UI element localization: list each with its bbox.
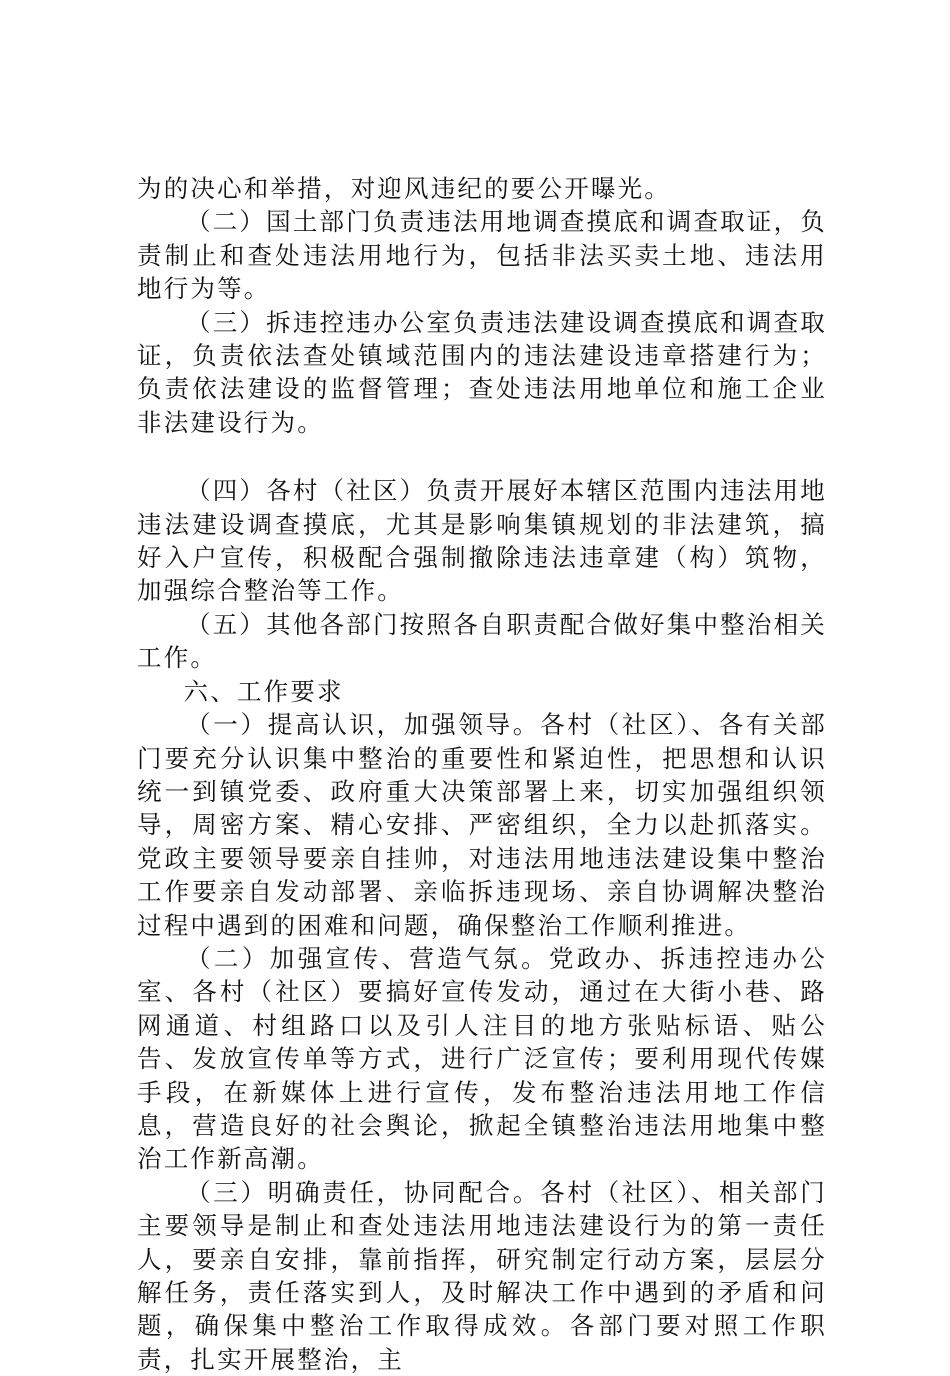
paragraph-requirement-publicity: （二）加强宣传、营造气氛。党政办、拆违控违办公室、各村（社区）要搞好宣传发动，通过在大街小巷、路网通道、村组路口以及引人注目的地方张贴标语、贴公告、发放宣传单等方式，进行广泛宣传；要利用现代传媒手段，在新媒体上进行宣传，发布整治违法用地工作信息，营造良好的社会舆论，掀起全镇整治违法用地集中整治工作新高潮。 — [137, 943, 827, 1174]
paragraph-other-departments: （五）其他各部门按照各自职责配合做好集中整治相关工作。 — [137, 609, 827, 673]
section-heading-work-requirements: 六、工作要求 — [183, 676, 344, 706]
paragraph-continuation: 为的决心和举措，对迎风违纪的要公开曝光。 — [137, 174, 671, 203]
document-body — [137, 172, 827, 1376]
paragraph-demolition-office: （三）拆违控违办公室负责违法建设调查摸底和调查取证，负责依法查处镇域范围内的违法建设违章搭建行为；负责依法建设的监督管理；查处违法用地单位和施工企业非法建设行为。 — [137, 307, 827, 437]
paragraph-villages: （四）各村（社区）负责开展好本辖区范围内违法用地违法建设调查摸底，尤其是影响集镇规划的非法建筑，搞好入户宣传，积极配合强制撤除违法违章建（构）筑物，加强综合整治等工作。 — [137, 476, 827, 606]
paragraph-land-department: （二）国土部门负责违法用地调查摸底和调查取证，负责制止和查处违法用地行为，包括非法买卖土地、违法用地行为等。 — [137, 207, 827, 304]
paragraph-requirement-leadership: （一）提高认识，加强领导。各村（社区）、各有关部门要充分认识集中整治的重要性和紧迫性，把思想和认识统一到镇党委、政府重大决策部署上来，切实加强组织领导，周密方案、精心安排、严密组织，全力以赴抓落实。党政主要领导要亲自挂帅，对违法用地违法建设集中整治工作要亲自发动部署、亲临拆违现场、亲自协调解决整治过程中遇到的困难和问题，确保整治工作顺利推进。 — [137, 710, 827, 940]
paragraph-requirement-responsibility: （三）明确责任，协同配合。各村（社区）、相关部门主要领导是制止和查处违法用地违法建设行为的第一责任人，要亲自安排，靠前指挥，研究制定行动方案，层层分解任务，责任落实到人，及时解决工作中遇到的矛盾和问题，确保集中整治工作取得成效。各部门要对照工作职责，扎实开展整治，主 — [137, 1177, 827, 1374]
